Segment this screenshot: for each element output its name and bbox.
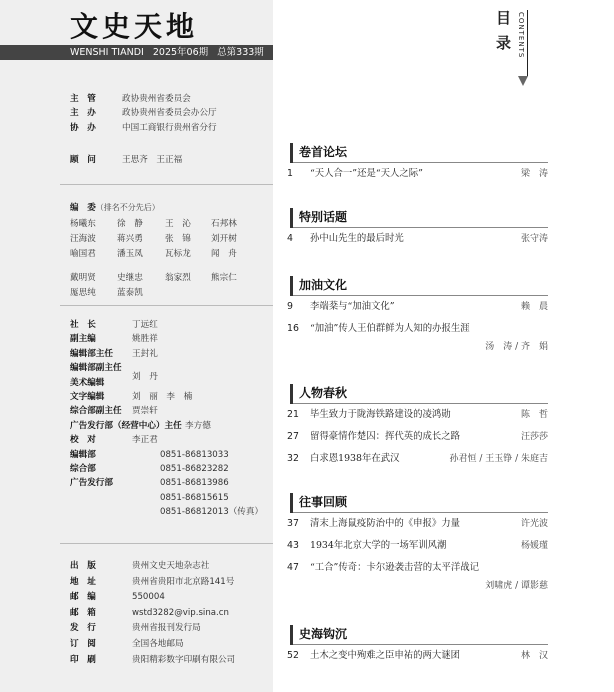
magazine-logo: 文史天地 — [70, 10, 199, 43]
section-title: 往事回顾 — [290, 493, 548, 513]
article-author: 张守涛 — [520, 234, 548, 244]
editorial-board — [70, 201, 237, 313]
magazine-pinyin: WENSHI TIANDI — [70, 47, 144, 58]
divider — [60, 184, 273, 185]
toc-section — [287, 384, 548, 470]
toc-entry[interactable] — [287, 296, 548, 318]
article-title: 留得豪情作楚囚：挥代英的成长之路 — [310, 431, 461, 442]
page-number: 4 — [287, 233, 293, 244]
board-member: 徐 静 — [117, 219, 143, 229]
article-title: 毕生致力于陇海铁路建设的凌鸿勋 — [310, 409, 451, 420]
board-member: 厖思纯 — [70, 288, 96, 298]
board-member: 熊宗仁 — [211, 273, 237, 283]
board-member: 闻 舟 — [211, 249, 237, 259]
section-title: 特别话题 — [290, 208, 548, 228]
page-number: 9 — [287, 301, 293, 312]
editorial-board-label: 编 委 — [70, 203, 96, 213]
article-title: “工合”传奇：卡尔逊袭击营的太平洋战记 — [310, 562, 479, 573]
article-title: 清末上海鼠疫防治中的《申报》力量 — [310, 518, 461, 529]
divider — [60, 543, 273, 544]
issue-bar — [0, 45, 273, 60]
total-issue: 总第333期 — [217, 47, 264, 58]
page-number: 37 — [287, 518, 299, 529]
toc-entry[interactable] — [287, 513, 548, 535]
article-title: 孙中山先生的最后时光 — [310, 233, 404, 244]
issue-number: 2025年06期 — [152, 47, 209, 58]
arrow-down-icon — [518, 76, 528, 86]
article-author: 梁 涛 — [520, 169, 548, 179]
article-author: 汪莎莎 — [520, 432, 548, 442]
page-number: 52 — [287, 650, 299, 661]
masthead-panel: 文史天地 WENSHI TIANDI 2025年06期 总第333期 主 管 政协贵州省委员会 主 办 政协贵州省委员会办公厅 协 办 中国工商银行贵州省分行 顾 问 王思齐 王正福 编 委（排名不分先后） 杨曦东 徐 静 王 沁 石邦林 汪海波 蒋兴勇 张 锦 刘开树 喻国君 潘玉凤 瓦标龙 闻 舟 戴明贤 史继忠 翁家烈 熊宗仁 厖思纯 蓝泰凯 社 长 丁远红 副主编 姚胜祥 编辑部主任 王封礼 编辑部副主任 美术编辑 刘 丹 文字编辑 刘 丽 李 楠 综合部副主任 贾崇轩 广告发行部（经营中心）主任 李方德 校 对 李正君 编辑部 0851-86813033 综合部 0851-86823282 广告发行部 0851-86813986 0851-86815615 0851-86812013（传真） 出 版 贵州文史天地杂志社 地 址 贵州省贵阳市北京路141号 邮 编 550004 邮 箱 wstd3282@vip.sina.cn 发 行 贵州省报刊发行局 订 阅 全国各地邮局 印 刷 贵阳精彩数字印刷有限公司 — [0, 0, 273, 692]
toc-entry[interactable] — [287, 535, 548, 557]
toc-heading-en: CONTENTS — [517, 12, 525, 59]
advisors-names: 王思齐 王正福 — [122, 155, 183, 165]
toc-entry[interactable] — [287, 426, 548, 448]
board-member: 张 锦 — [165, 234, 191, 244]
board-member: 瓦标龙 — [165, 249, 191, 259]
article-author: 林 汉 — [520, 651, 548, 661]
article-author: 孙君恒 / 王玉铮 / 朱庭吉 — [449, 454, 548, 464]
board-member: 喻国君 — [70, 249, 96, 259]
board-member: 王 沁 — [165, 219, 191, 229]
toc-entry[interactable] — [287, 645, 548, 667]
article-title: 土木之变中殉难之臣申祐的两大谜团 — [310, 650, 461, 661]
toc-entry[interactable] — [287, 228, 548, 250]
toc-entry[interactable] — [287, 318, 548, 340]
page-number: 32 — [287, 453, 299, 464]
board-member: 汪海波 — [70, 234, 96, 244]
toc-entry-continued — [290, 340, 548, 358]
article-author: 杨媛瑾 — [520, 541, 548, 551]
toc-entry-continued — [290, 579, 548, 597]
board-member: 刘开树 — [211, 234, 237, 244]
board-member: 翁家烈 — [165, 273, 191, 283]
article-author: 赖 晨 — [520, 302, 548, 312]
section-title: 史海钩沉 — [290, 625, 548, 645]
contents-rule — [527, 10, 528, 76]
page-number: 21 — [287, 409, 299, 420]
article-title: “天人合一”还是“天人之际” — [310, 168, 423, 179]
article-title: “加油”传人王伯群鲜为人知的办报生涯 — [310, 323, 470, 334]
toc-section — [287, 625, 548, 667]
article-title: 白求恩1938年在武汉 — [310, 453, 400, 464]
section-title: 人物春秋 — [290, 384, 548, 404]
toc-entry[interactable] — [287, 163, 548, 185]
toc-entry[interactable] — [287, 557, 548, 579]
toc-section — [287, 143, 548, 185]
toc-section — [287, 276, 548, 358]
board-member: 史继忠 — [117, 273, 143, 283]
toc-entry[interactable] — [287, 404, 548, 426]
article-author: 汤 涛 / 齐 娟 — [485, 342, 548, 352]
advisors-label: 顾 问 — [70, 155, 96, 165]
page-number: 16 — [287, 323, 299, 334]
divider — [60, 305, 273, 306]
board-member: 石邦林 — [211, 219, 237, 229]
editorial-board-note: （排名不分先后） — [95, 203, 160, 212]
page-number: 47 — [287, 562, 299, 573]
article-author: 陈 哲 — [520, 410, 548, 420]
toc-section — [287, 493, 548, 597]
board-member: 杨曦东 — [70, 219, 96, 229]
board-member: 蒋兴勇 — [117, 234, 143, 244]
section-title: 卷首论坛 — [290, 143, 548, 163]
board-member: 戴明贤 — [70, 273, 96, 283]
toc-section — [287, 208, 548, 250]
article-title: 李端棻与“加油文化” — [310, 301, 395, 312]
page-number: 27 — [287, 431, 299, 442]
board-member: 潘玉凤 — [117, 249, 143, 259]
toc-heading: 目录 — [494, 10, 512, 60]
toc-entry[interactable] — [287, 448, 548, 470]
article-author: 刘啸虎 / 谭影慈 — [485, 581, 548, 591]
page-number: 1 — [287, 168, 293, 179]
article-author: 许光波 — [520, 519, 548, 529]
page-number: 43 — [287, 540, 299, 551]
article-title: 1934年北京大学的一场军训风潮 — [310, 540, 447, 551]
board-member: 蓝泰凯 — [117, 288, 143, 298]
section-title: 加油文化 — [290, 276, 548, 296]
